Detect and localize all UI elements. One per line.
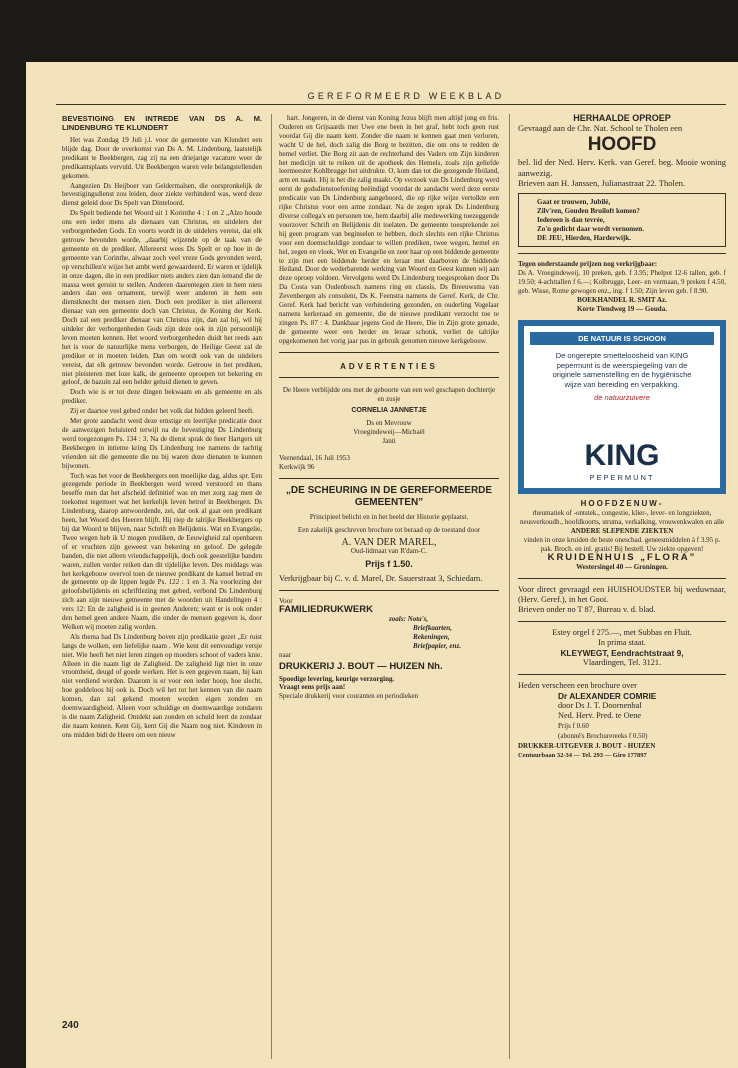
oproep-title: HERHAALDE OPROEP bbox=[573, 113, 671, 123]
article-paragraph: hart. Jongeren, in de dienst van Koning Jezus blijft men altijd jong en fris. Ouderen en Grijsaards met Uwe ene been in het graf, hebt toch geen rust voordat Gij die naam kent. Zonder die naam te kennen gaat men verloren, wacht U de hel, doch zalig die Borg te bezitten, die om ons te redden de hemel verliet. Die Borg zit aan de rechterhand des Vaders om Zijn kinderen het medicijn uit te reiken uit de apotheek des Hemels, zoals zijn geliefde leermeester Kohlbrugge het uitdrukte. O, kom dan tot die gezegende Heiland, arm en naakt. Hij is het die zalig maakt. Op verzoek van Ds Lindenburg werd eerst de godsdienstoefening beëindigd voordat de aandacht werd deze eerste predicatie van Ds Lindenburg aangehoord, die op rijke wijze vertolkte een rijke Christus voor een arme zondaar. Na de zegen sprak Ds Lindenburg diverse collega's en personen toe, hem daarbij alle medewerking toezeggende voorzover Schrift en Belijdenis dit toelaten. De gemeente toesprekende zei hij geen program van beginselen te hebben, doch slechts een rijke Christus voor een doemschuldige zondaar te willen prediken, twee wegen, hemel en hel, zegen en vloek, Wet en Evangelie en zeer haar op een biddende gemeente te zijn met een biddende herder en leraar met daarboven de biddende Heiland. Door de wederbarende werking van Woord en Geest kunnen wij aan deze oproep voldoen. Vervolgens werd Ds Lindenburg toegesproken door Ds Da Costa van Oudenbosch namens ring en classis, Ds Breeuwsma van Zevenbergen als consulent, Ds K. Feenstra namens de Geref. Kerk, de Chr. Geref. Kerk had bericht van verhindering gezonden, en ouderling Vogelaar namens kerkeraad en gemeente, die de nieuwe predikant verzocht toe te zingen Ps. 87 : 4. Dankbaar jegens God de Heere, Die in Zijn grote genade, de gemeente weer een herder en leraar schonk, verliet de talrijke opgekomenen het vorig jaar pas in gebruik genomen nieuwe kerkgebouw. bbox=[279, 114, 499, 345]
king-ad-inner bbox=[524, 326, 720, 489]
column-divider bbox=[509, 114, 510, 1059]
article-paragraph: Ds Spelt bediende het Woord uit 1 Korinthe 4 : 1 en 2 „Alzo houde ons een ieder mens als dienaars van Christus, en uitdelers der verborgenheden Gods. En voorts wordt in de uitdelers vereist, dat elk getrouw bevonden worde, „daarbij wijzende op de taak van de gemeente en de prediker. Allereerst wees Ds Spelt er op hoe in de gemeente van Corinthe, alwaar zoch veel vreze Gods gevonden werd, op verschillen'e wijze het ambt werd gewaardeerd. Er waren er ijdelijk in onze dagen, die in een prediker niets anders zien dan iemand die de massa weet geruist te stellen. Anderen daarentegen zien in hem niets anders dan een ornament, terwijl weer anderen in hem een dienstknecht der mensen zien. Doch een prediker is niet allereerst dienaar van een gemeente doch van Christus, de Koning der Kerk. Doch zal een prediker dienaar van Christus zijn, dan zal hij, wil hij uitdeler der verborgenheden Gods zijn deze ook in zijn persoonlijk leven moeten kennen. Het woord verborgenheden duidt het reeds aan het is voor de natuurlijke mens verborgen, de Heilige Geest zal de prediker er in moeten leiden. Dan om wordt ook van de uitdelers vereist, dat elk getrouw bevonden worde. Getrouw in het prediken, niet pleisteren met loze kalk, de gemeente oproepen tot bekering en geloof, de bazuin zal een helder geluid dienen te geven. bbox=[62, 209, 262, 387]
king-top: DE NATUUR IS SCHOON bbox=[530, 332, 714, 346]
article-paragraph: Met grote aandacht werd deze ernstige en leerrijke predicatie door de aanwezigen beluisterd terwijl na de bevestiging Ds Lindenburg werd toegezongen Ps. 134 : 3. Na de dienst sprak de heer Hartgers uit Beekbergen in intieme kring Ds Lindenburg toe namens de tachtig vrienden uit die gemeente die nu bij waren deze dienaten te kunnen bijwonen. bbox=[62, 417, 262, 470]
divider bbox=[279, 590, 499, 591]
column-article bbox=[62, 114, 262, 741]
birth-parents: Janti bbox=[382, 437, 396, 445]
orgel-line: Vlaardingen, Tel. 3121. bbox=[582, 657, 662, 667]
divider bbox=[279, 352, 499, 353]
printer-line: Spoedige levering, keurige verzorging. bbox=[279, 674, 395, 683]
oproep-contact: Brieven aan H. Janssen, Julianastraat 22. Tholen. bbox=[518, 178, 685, 189]
page-number: 240 bbox=[62, 1020, 79, 1031]
column-ads bbox=[518, 114, 726, 761]
printer-heading: FAMILIEDRUKWERK bbox=[279, 604, 373, 616]
comrie-line: (abonné's Brochurereeks f 0.50) bbox=[558, 731, 648, 740]
article-paragraph: Doch wie is er tot deze dingen bekwaam en als gemeente en als prediker. bbox=[62, 388, 262, 406]
newspaper-page bbox=[26, 62, 738, 1068]
printer-items bbox=[279, 615, 499, 651]
advertenties-heading: ADVERTENTIES bbox=[340, 361, 438, 371]
divider bbox=[279, 478, 499, 479]
comrie-ad bbox=[518, 681, 726, 761]
king-body: De ongerepte smetteloosheid van KING pepermunt is de weerspiegeling van de originele samenstelling en de hygiënische wijze van bereiding en verpakking. bbox=[552, 351, 692, 389]
divider bbox=[518, 253, 726, 254]
jeu-line: Iedereen is dan tevrée, bbox=[537, 215, 605, 224]
printer-line: Vraagt eens prijs aan! bbox=[279, 683, 346, 692]
printer-item: Briefkaarten, bbox=[413, 623, 452, 632]
brochure-subtitle: Principieel belicht en in het beeld der Historie geplaatst. bbox=[309, 512, 469, 521]
article-paragraph: Het was Zondag 19 Juli j.l. voor de gemeente van Klundert een blijde dag. Door de overkomst van Ds A. M. Lindenburg, laatstelijk predikant te Beekbergen, zag zij na een driejarige vacature weer de predikantsplaats vervuld. Uit Beekbergen waren vele belangstellenden gekomen. bbox=[62, 136, 262, 180]
king-ad bbox=[518, 320, 726, 495]
oproep-intro: Gevraagd aan de Chr. Nat. School te Tholen een bbox=[518, 122, 683, 133]
jeu-line: Gaat er trouwen, Jubilé, bbox=[537, 197, 611, 206]
birth-parents: Ds en Mevrouw bbox=[366, 419, 412, 428]
article-paragraph: Toch was het voor de Beekbergers een moeilijke dag, aldus spr. Een gezegende periode in Beekbergen werd wreed verstoord en thans beseffe men dat het afscheid definitief was en met zorg zag men de toekomst tegemoet wat het kerkelijk leven betrof in Beekbergen. Ds Lindenburg, daarop antwoordende, zei, dat ook al gaat een predikant heen, het Woord des Heeren blijft. Hij riep de talrijke Beekbergers op bij dat Woord te blijven, naar Schrift en Belijdenis. Wat en Evangelie, Twee wegen heb ik U mogen prediken, de Eeuwigheid zal openbaren of er vruchten zijn geweest van bekering en geloof. De gelegde banden, die niet alleen vriendschappelijk, doch ook geestelijke banden waren, zullen verder reiken dan dit tijdelijke leven. Des middags was het kerkgebouw overvol toen de nieuwe predikant de kansel betrad en de gemeente op de lippen legde Ps. 122 : 1 en 3. Na voorlezing der geloofsbelijdenis en schriftlezing met gebed, verbond Ds Lindenburg zich aan zijn nieuwe gemeente met de woorden uit Handelingen 4 : vers 12: En de zaligheid is in geenen Anderen; want er is ook onder den hemel geen andere Naam, die onder de mensen gegeven is, door Welken wij moeten zalig worden. bbox=[62, 471, 262, 631]
books-body: Ds A. Vroegindeweij, 10 preken, geb. f 3.95; Phelpot 12-6 tallen, geb. f 19.50; 4-achttallen f 6.—; Kolbrugge, Leer- en vermaan, 9 preken f 4.50, geb. Wisse, Rome gewogen enz., ing. f 1.50; Zijn leven geb. f 8.90. bbox=[518, 269, 726, 296]
hoofdzenuw-body2: vinden in onze kruiden de beste oneschad. geneesmiddelen à f 3.95 p. pak. Broch. en inl. gratis! Bij bestell. Uw ziekte opgeven! bbox=[523, 536, 721, 553]
jeu-line: DE JEU, Hierden, Harderwijk. bbox=[537, 233, 631, 242]
printer-line: Speciale drukkerij voor couranten en periodieken bbox=[279, 692, 419, 701]
king-sub: PEPERMUNT bbox=[589, 472, 655, 482]
comrie-line: Ned. Herv. Pred. te Oene bbox=[558, 710, 642, 720]
birth-announcement bbox=[279, 386, 499, 471]
huishoud-contact: Brieven onder no T 87, Bureau v. d. blad. bbox=[518, 604, 656, 614]
oproep-body: bel. lid der Ned. Herv. Kerk. van Geref. beg. Mooie woning aanwezig. bbox=[518, 157, 726, 178]
printer-ad bbox=[279, 597, 499, 701]
hoofdzenuw-addr: Westersingel 40 — Groningen. bbox=[576, 562, 668, 571]
books-addr: Korte Tiendweg 19 — Gouda. bbox=[577, 304, 667, 313]
orgel-line: Estey orgel f 275.—, met Subbas en Fluit. bbox=[552, 627, 692, 637]
brochure-ad bbox=[279, 485, 499, 585]
article-heading: BEVESTIGING EN INTREDE VAN DS A. M. LINDENBURG TE KLUNDERT bbox=[62, 114, 262, 132]
printer-naar: naar bbox=[279, 650, 292, 659]
printer-zoals: zoals: bbox=[389, 615, 406, 624]
orgel-line: In prima staat. bbox=[598, 637, 646, 647]
brochure-price: Prijs f 1.50. bbox=[365, 559, 413, 570]
article-paragraph: Zij er daartoe veel gebed onder het volk dat bidden geleerd heeft. bbox=[70, 407, 254, 416]
books-ad bbox=[518, 260, 726, 313]
jeu-line: Zo'n gedicht daar wordt vernomen. bbox=[537, 224, 644, 233]
comrie-line: Dr ALEXANDER COMRIE bbox=[558, 690, 657, 701]
hoofdzenuw-title: HOOFDZENUW- bbox=[580, 499, 664, 509]
hoofdzenuw-sub: ANDERE SLEPENDE ZIEKTEN bbox=[570, 527, 674, 536]
column-middle bbox=[279, 114, 499, 701]
birth-parents: Vroegindeweij—Michaël bbox=[353, 428, 425, 437]
printer-name: DRUKKERIJ J. BOUT — HUIZEN Nh. bbox=[279, 660, 443, 672]
orgel-ad bbox=[518, 628, 726, 668]
printer-voor: Voor bbox=[279, 597, 293, 606]
printer-item: Nota's, bbox=[407, 615, 429, 624]
divider bbox=[518, 621, 726, 622]
article-paragraph: Als thema had Ds Lindenburg boven zijn predikatie gezet „Er ruist langs de wolken, een liefelijke naam . Wie kent dit eenvoudige versje niet. Wie heeft het niet leren zingen op moeders schoot of vaders knie. Alleen in die naam ligt de Zaligheid. De zaligheid ligt niet in onze vroomheid, deugd of goede werken. Het is een gegeven naam, hij kan niet verdiend worden. Daarom is er voor een ieder hoop, hoe slecht, hoe goddeloos hij ook is. Doch wil het tot het kennen van die naam komen, dan zal gekend moeten worden eigen zonden en doemwaardigheid. Alleen voor schuldige en doemwaardige zondaren is die naam Zaligheid. Ontdekt aan zonden en schuld leert de zondaar die naam kennen. Kent Gij, kent Gij die Naam nog niet. Kinderen in ons midden bidt de Heere om een nieuw bbox=[62, 632, 262, 739]
jeu-line: Zilv'ren, Gouden Bruiloft komen? bbox=[537, 206, 640, 215]
brochure-sale: Verkrijgbaar bij C. v. d. Marel, Dr. Sauerstraat 3, Schiedam. bbox=[279, 573, 483, 584]
jeu-ad bbox=[518, 193, 726, 248]
king-tag: de natuurzuivere bbox=[594, 393, 650, 403]
king-brand: KING bbox=[584, 438, 660, 472]
divider bbox=[279, 377, 499, 378]
printer-item: Rekeningen, bbox=[413, 632, 450, 641]
running-header: GEREFORMEERD WEEKBLAD bbox=[307, 91, 505, 101]
divider bbox=[518, 674, 726, 675]
birth-address: Kerkwijk 96 bbox=[279, 462, 315, 471]
birth-name: CORNELIA JANNETJE bbox=[351, 407, 427, 415]
books-heading: Tegen onderstaande prijzen nog verkrijgbaar: bbox=[518, 260, 658, 269]
brochure-author: A. VAN DER MAREL, bbox=[341, 536, 437, 548]
comrie-line: Prijs f 0.60 bbox=[558, 721, 589, 730]
hoofdzenuw-body: rheumatiek of -ontstek., congestie, klier-, lever- en longziekten, neusverkoudh., hoofdkoorts, struma, verkalking, vrouwenkwalen en alle bbox=[519, 509, 725, 527]
comrie-line: DRUKKER-UITGEVER J. BOUT - HUIZEN bbox=[518, 741, 656, 750]
books-shop: BOEKHANDEL R. SMIT Az. bbox=[577, 296, 667, 305]
oproep-big: HOOFD bbox=[587, 134, 657, 156]
hoofdzenuw-shop: KRUIDENHUIS „FLORA” bbox=[547, 551, 697, 563]
column-divider bbox=[271, 114, 272, 1059]
orgel-line: KLEYWEGT, Eendrachtstraat 9, bbox=[560, 647, 684, 658]
birth-place-date: Veenendaal, 16 Juli 1953 bbox=[279, 453, 350, 462]
article-paragraph: Aangezien Ds Heijboer van Geldermalsen, die oorspronkelijk de bevestigingsdienst zou leiden, door ziekte verhinderd was, werd deze dienst geleid door Ds Spelt van Dinteloord. bbox=[62, 181, 262, 208]
birth-intro: De Heere verblijdde ons met de geboorte van een wel geschapen dochtertje en zusje bbox=[282, 386, 496, 404]
brochure-title: „DE SCHEURING IN DE GEREFORMEERDE GEMEENTEN” bbox=[285, 484, 493, 508]
comrie-line: door Ds J. T. Doornenbal bbox=[558, 700, 642, 710]
printer-item: Briefpapier, enz. bbox=[413, 641, 461, 650]
huishoud-ad: Voor direct gevraagd een HUISHOUDSTER bij weduwnaar, (Herv. Geref.), in het Gooi. bbox=[518, 584, 726, 604]
comrie-line: Heden verscheen een brochure over bbox=[518, 680, 637, 690]
header-rule bbox=[56, 104, 726, 105]
brochure-author-desc: Oud-lidmaat van R'dam-C. bbox=[350, 547, 428, 556]
divider bbox=[518, 578, 726, 579]
brochure-desc: Een zakelijk geschreven brochure tot beraad op de toestand door bbox=[297, 525, 481, 534]
hoofdzenuw-ad bbox=[518, 500, 726, 571]
comrie-line: Centuurbaan 32-34 — Tel. 293 — Giro 177897 bbox=[518, 751, 647, 759]
